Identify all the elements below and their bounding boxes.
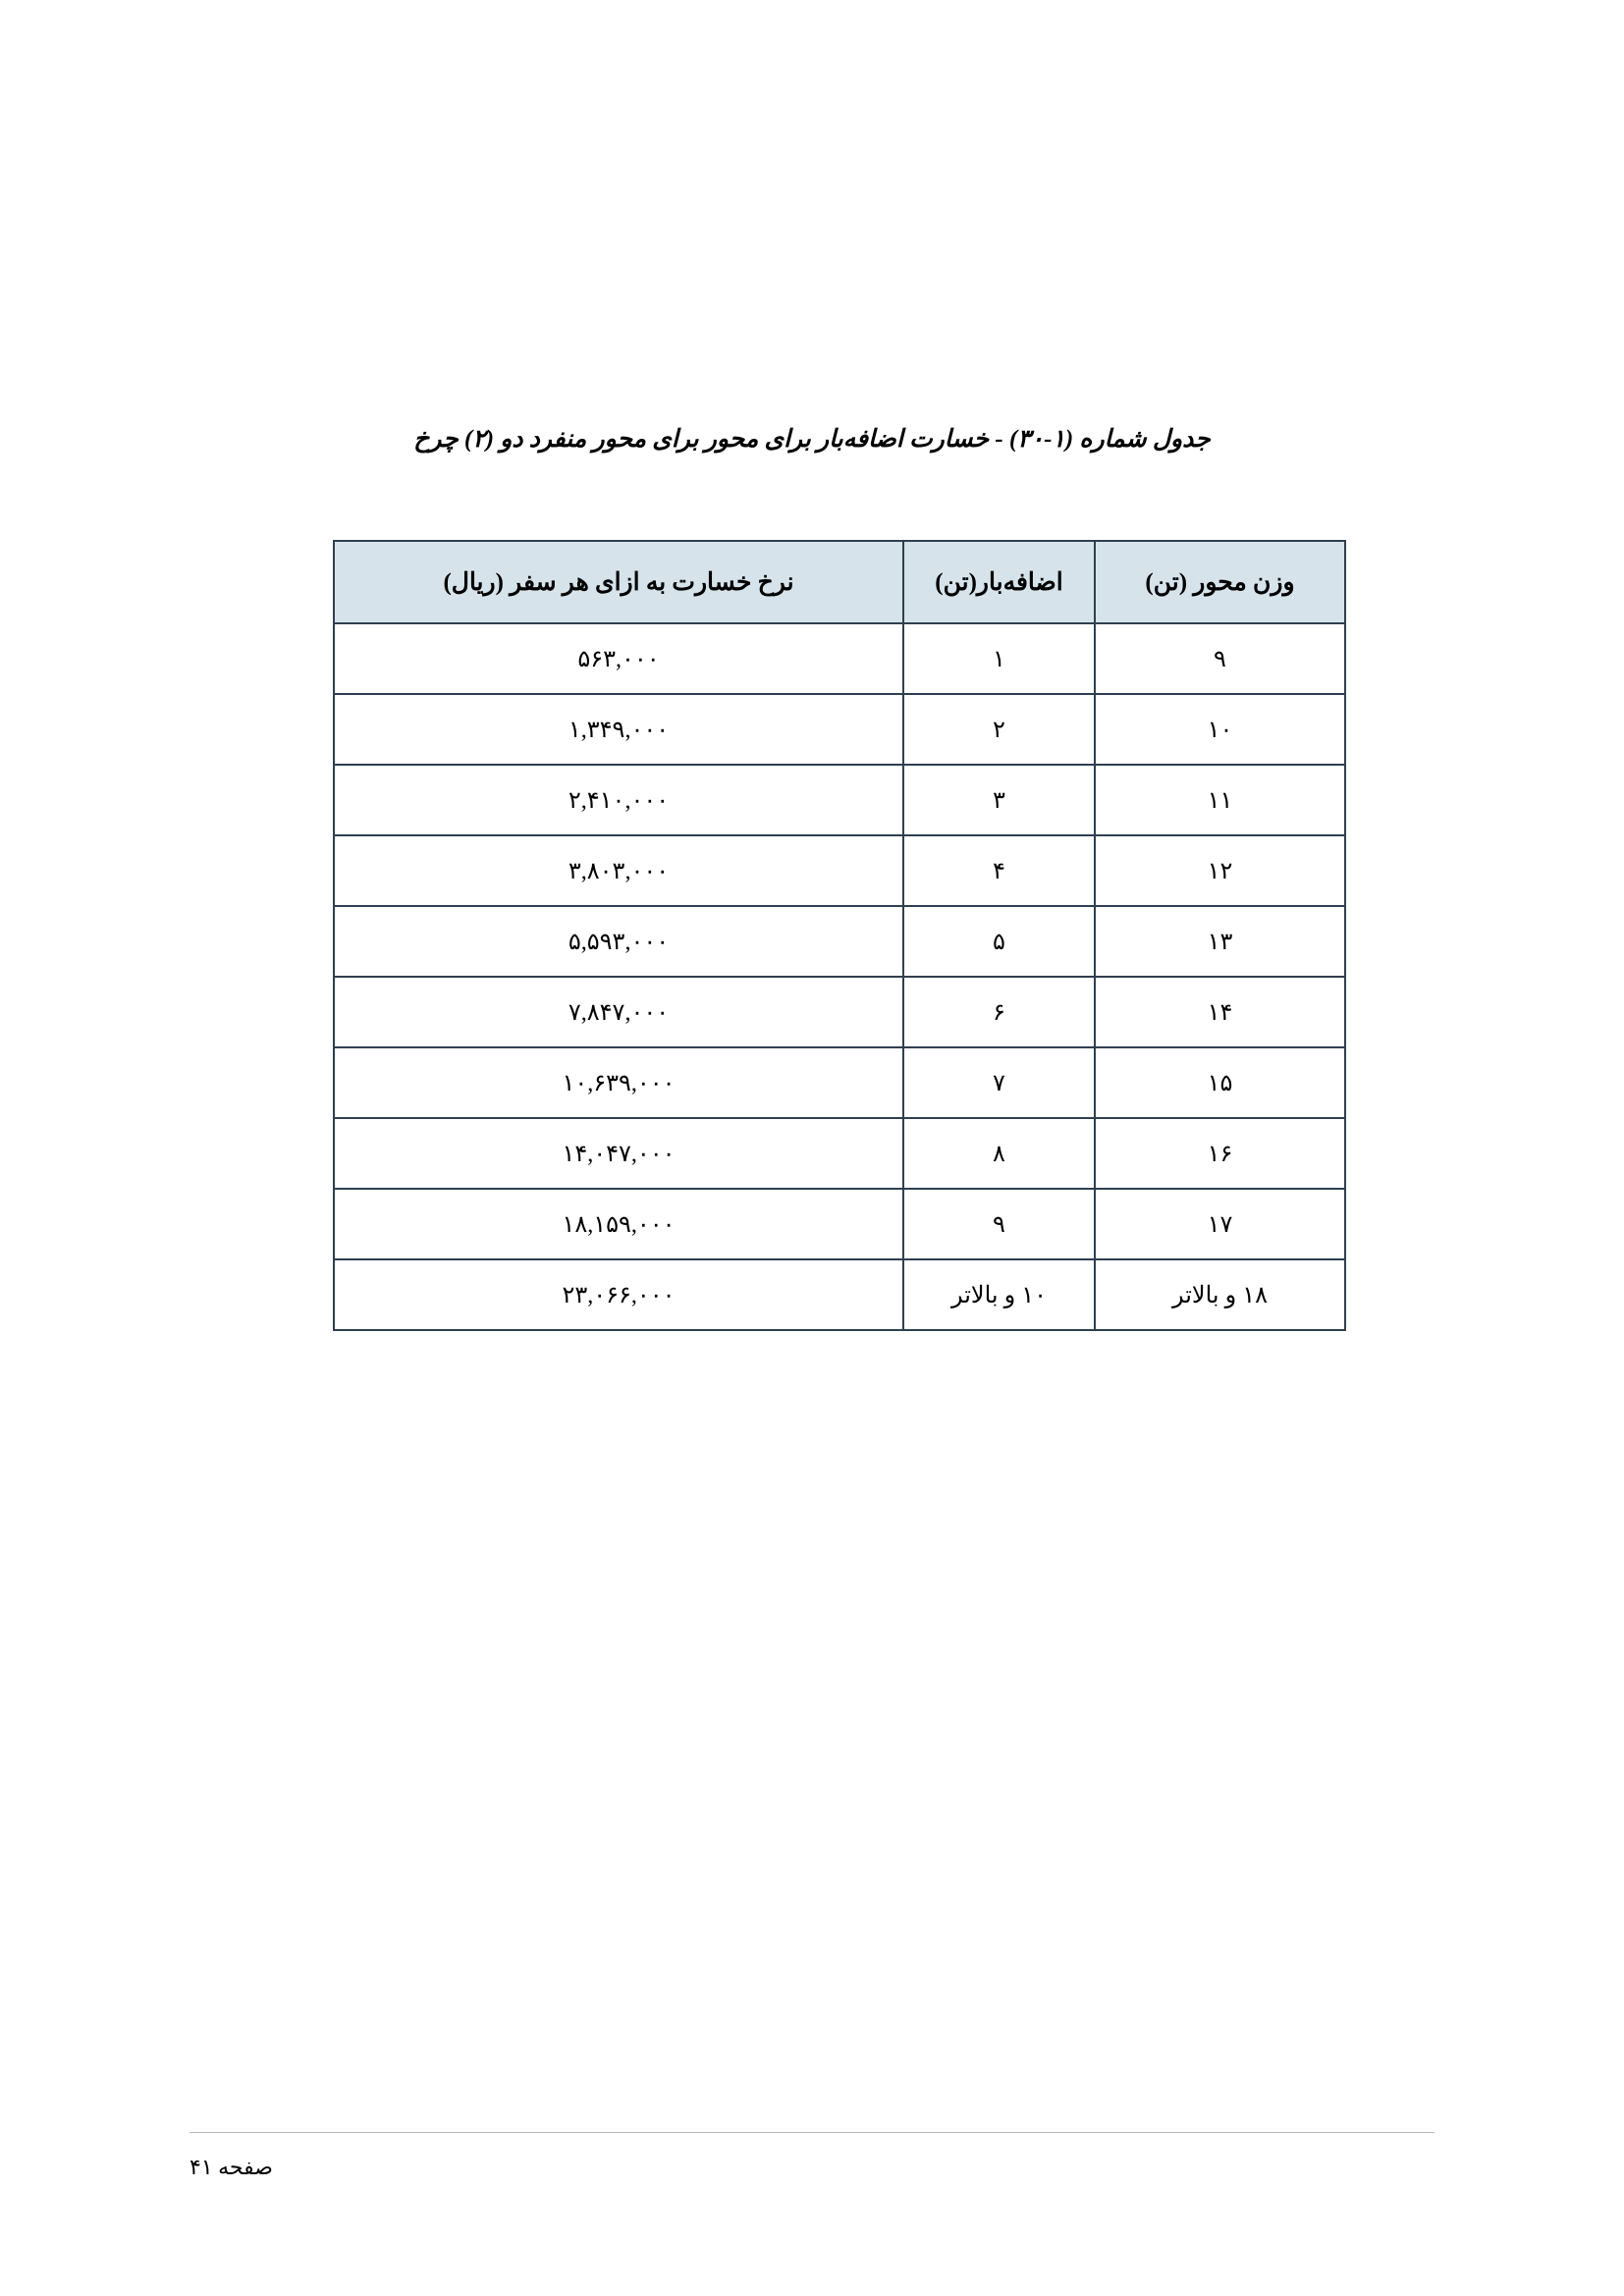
table-row [334,1259,1345,1330]
table-row [334,1189,1345,1259]
table-head [334,541,1345,623]
cell-axle-weight: ۱۷ [1095,1189,1345,1259]
cell-overload: ۳ [903,765,1095,835]
cell-axle-weight: ۱۴ [1095,977,1345,1047]
cell-overload: ۱ [903,623,1095,694]
table-row [334,1118,1345,1189]
table-row [334,835,1345,906]
column-header-axle-weight: وزن محور (تن) [1095,541,1345,623]
table-row [334,977,1345,1047]
cell-axle-weight: ۱۵ [1095,1047,1345,1118]
cell-axle-weight: ۱۸ و بالاتر [1095,1259,1345,1330]
cell-rate: ۱۴,۰۴۷,۰۰۰ [334,1118,903,1189]
overload-damage-table [333,540,1346,1331]
cell-rate: ۱۰,۶۳۹,۰۰۰ [334,1047,903,1118]
table-header-row [334,541,1345,623]
cell-rate: ۳,۸۰۳,۰۰۰ [334,835,903,906]
cell-overload: ۲ [903,694,1095,765]
cell-axle-weight: ۱۲ [1095,835,1345,906]
cell-overload: ۴ [903,835,1095,906]
cell-overload: ۵ [903,906,1095,977]
page-footer [189,2155,1435,2180]
cell-rate: ۲,۴۱۰,۰۰۰ [334,765,903,835]
cell-overload: ۷ [903,1047,1095,1118]
cell-axle-weight: ۱۱ [1095,765,1345,835]
column-header-rate: نرخ خسارت به ازای هر سفر (ریال) [334,541,903,623]
cell-rate: ۵۶۳,۰۰۰ [334,623,903,694]
table-row [334,1047,1345,1118]
table-caption: جدول شماره (۱-۳۰) - خسارت اضافه‌بار برای محور برای محور منفرد دو (۲) چرخ [413,426,1211,453]
cell-rate: ۱,۳۴۹,۰۰۰ [334,694,903,765]
table-row [334,623,1345,694]
cell-axle-weight: ۹ [1095,623,1345,694]
cell-rate: ۵,۵۹۳,۰۰۰ [334,906,903,977]
cell-rate: ۲۳,۰۶۶,۰۰۰ [334,1259,903,1330]
cell-axle-weight: ۱۶ [1095,1118,1345,1189]
cell-overload: ۸ [903,1118,1095,1189]
page-number: صفحه ۴۱ [189,2155,273,2179]
cell-axle-weight: ۱۰ [1095,694,1345,765]
cell-overload: ۱۰ و بالاتر [903,1259,1095,1330]
cell-rate: ۷,۸۴۷,۰۰۰ [334,977,903,1047]
column-header-overload: اضافه‌بار(تن) [903,541,1095,623]
table-body [334,623,1345,1330]
cell-axle-weight: ۱۳ [1095,906,1345,977]
footer-divider [189,2132,1435,2133]
cell-overload: ۶ [903,977,1095,1047]
table-row [334,694,1345,765]
cell-overload: ۹ [903,1189,1095,1259]
table-row [334,765,1345,835]
table-row [334,906,1345,977]
table-container [335,540,1346,1331]
cell-rate: ۱۸,۱۵۹,۰۰۰ [334,1189,903,1259]
